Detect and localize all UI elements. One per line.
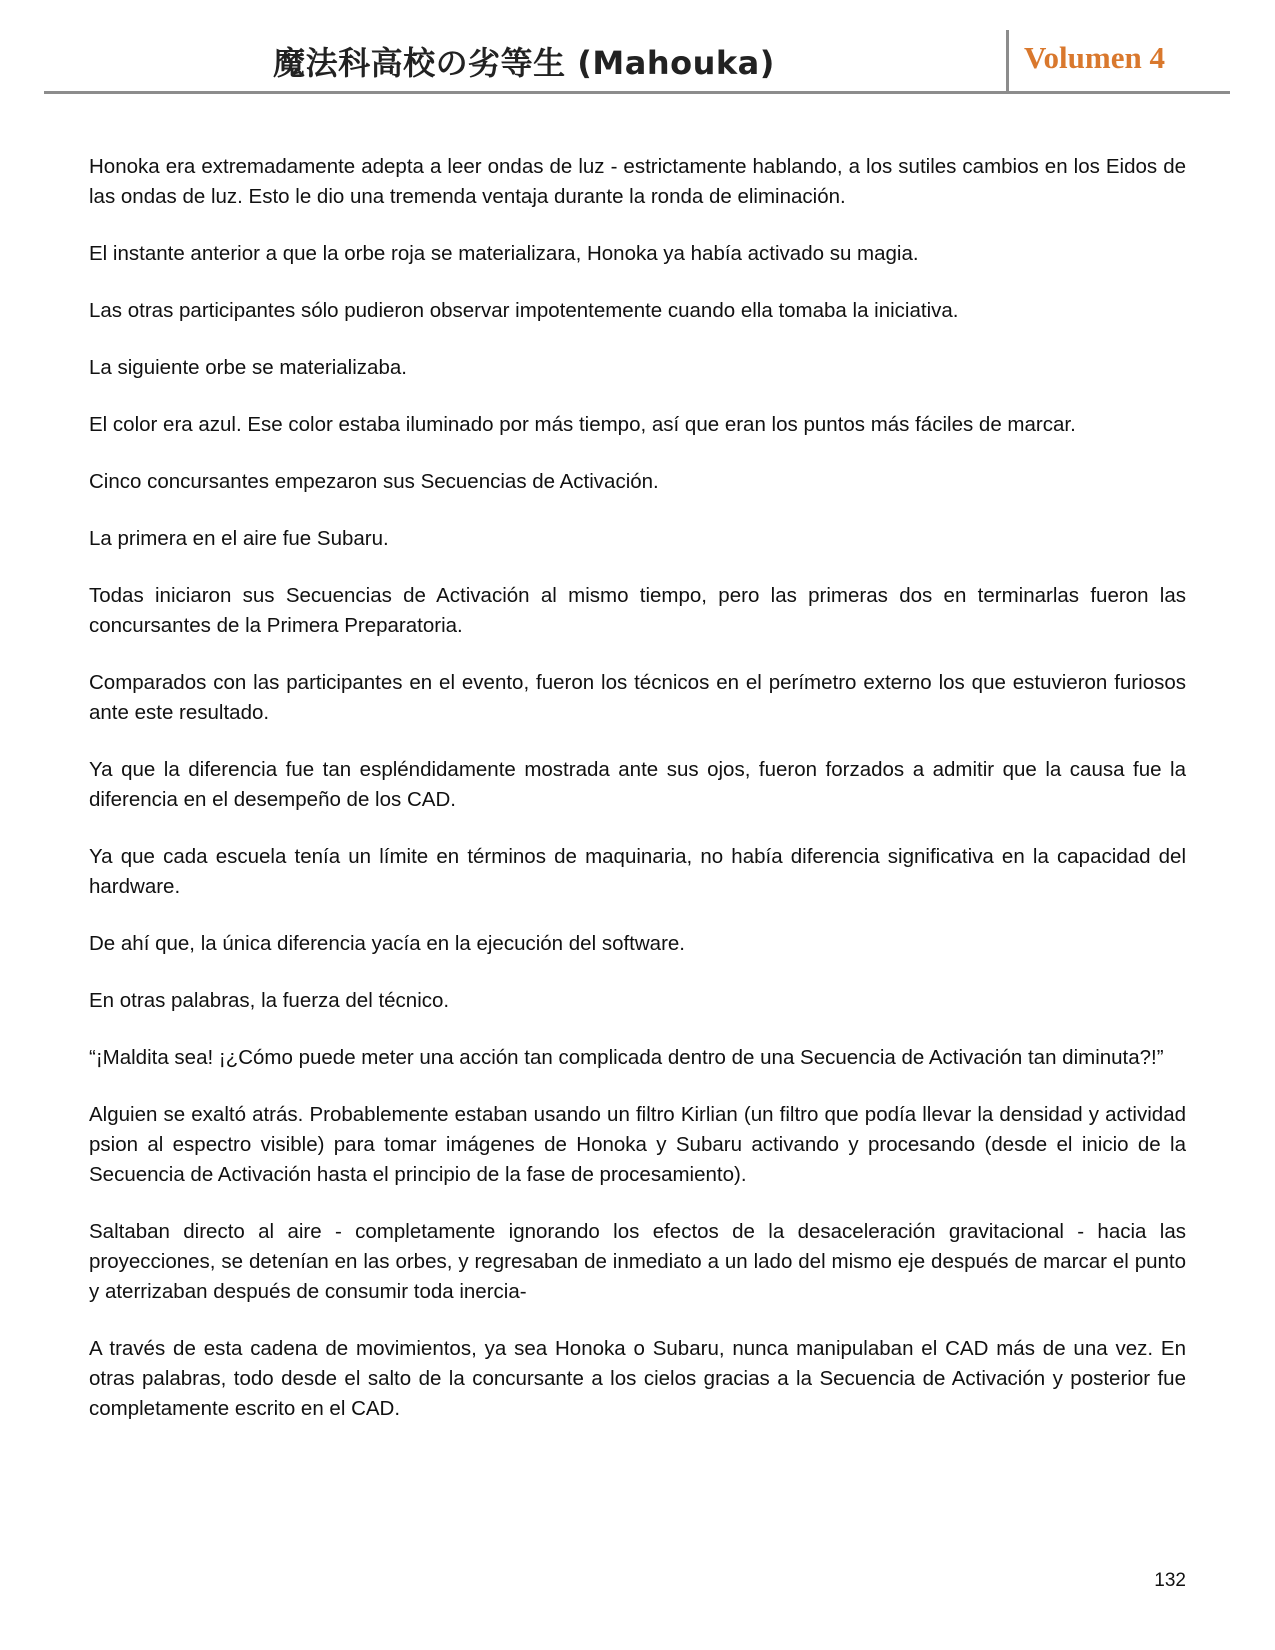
paragraph: Saltaban directo al aire - completamente ignorando los efectos de la desaceleración gravitacional - hacia las proyecciones, se detenían en las orbes, y regresaban de inmediato a un lado del mismo eje después de marcar el punto y aterrizaban después de consumir toda inercia- bbox=[89, 1220, 1186, 1303]
paragraph: Todas iniciaron sus Secuencias de Activación al mismo tiempo, pero las primeras dos en terminarlas fueron las concursantes de la Primera Preparatoria. bbox=[89, 584, 1186, 637]
volume-label: Volumen 4 bbox=[1024, 40, 1165, 75]
paragraph: El instante anterior a que la orbe roja se materializara, Honoka ya había activado su magia. bbox=[89, 242, 919, 265]
paragraph: Comparados con las participantes en el evento, fueron los técnicos en el perímetro externo los que estuvieron furiosos ante este resultado. bbox=[89, 671, 1186, 724]
paragraph: Ya que la diferencia fue tan espléndidamente mostrada ante sus ojos, fueron forzados a admitir que la causa fue la diferencia en el desempeño de los CAD. bbox=[89, 758, 1186, 811]
header-divider bbox=[1006, 30, 1009, 92]
paragraph: La siguiente orbe se materializaba. bbox=[89, 356, 407, 379]
paragraph: Ya que cada escuela tenía un límite en términos de maquinaria, no había diferencia significativa en la capacidad del hardware. bbox=[89, 845, 1186, 898]
paragraph: Cinco concursantes empezaron sus Secuencias de Activación. bbox=[89, 470, 659, 493]
paragraph: “¡Maldita sea! ¡¿Cómo puede meter una acción tan complicada dentro de una Secuencia de Activación tan diminuta?!” bbox=[89, 1046, 1164, 1069]
paragraph: A través de esta cadena de movimientos, ya sea Honoka o Subaru, nunca manipulaban el CAD más de una vez. En otras palabras, todo desde el salto de la concursante a los cielos gracias a la Secuencia de Activación y posterior fue completamente escrito en el CAD. bbox=[89, 1337, 1186, 1420]
paragraph: La primera en el aire fue Subaru. bbox=[89, 527, 389, 550]
paragraph: Alguien se exaltó atrás. Probablemente estaban usando un filtro Kirlian (un filtro que podía llevar la densidad y actividad psion al espectro visible) para tomar imágenes de Honoka y Subaru activando y procesando (desde el inicio de la Secuencia de Activación hasta el principio de la fase de procesamiento). bbox=[89, 1103, 1186, 1186]
page-header bbox=[44, 28, 1230, 92]
paragraph: Honoka era extremadamente adepta a leer ondas de luz - estrictamente hablando, a los sutiles cambios en los Eidos de las ondas de luz. Esto le dio una tremenda ventaja durante la ronda de eliminación. bbox=[89, 155, 1186, 208]
paragraph: El color era azul. Ese color estaba iluminado por más tiempo, así que eran los puntos más fáciles de marcar. bbox=[89, 413, 1076, 436]
paragraph: En otras palabras, la fuerza del técnico. bbox=[89, 989, 450, 1012]
book-title: 魔法科高校の劣等生 (Mahouka) bbox=[273, 44, 775, 82]
paragraph: Las otras participantes sólo pudieron observar impotentemente cuando ella tomaba la iniciativa. bbox=[89, 299, 959, 322]
paragraph: De ahí que, la única diferencia yacía en la ejecución del software. bbox=[89, 932, 686, 955]
header-rule bbox=[44, 91, 1230, 94]
page-number: 132 bbox=[1154, 1570, 1186, 1591]
body-text bbox=[89, 152, 1186, 1451]
